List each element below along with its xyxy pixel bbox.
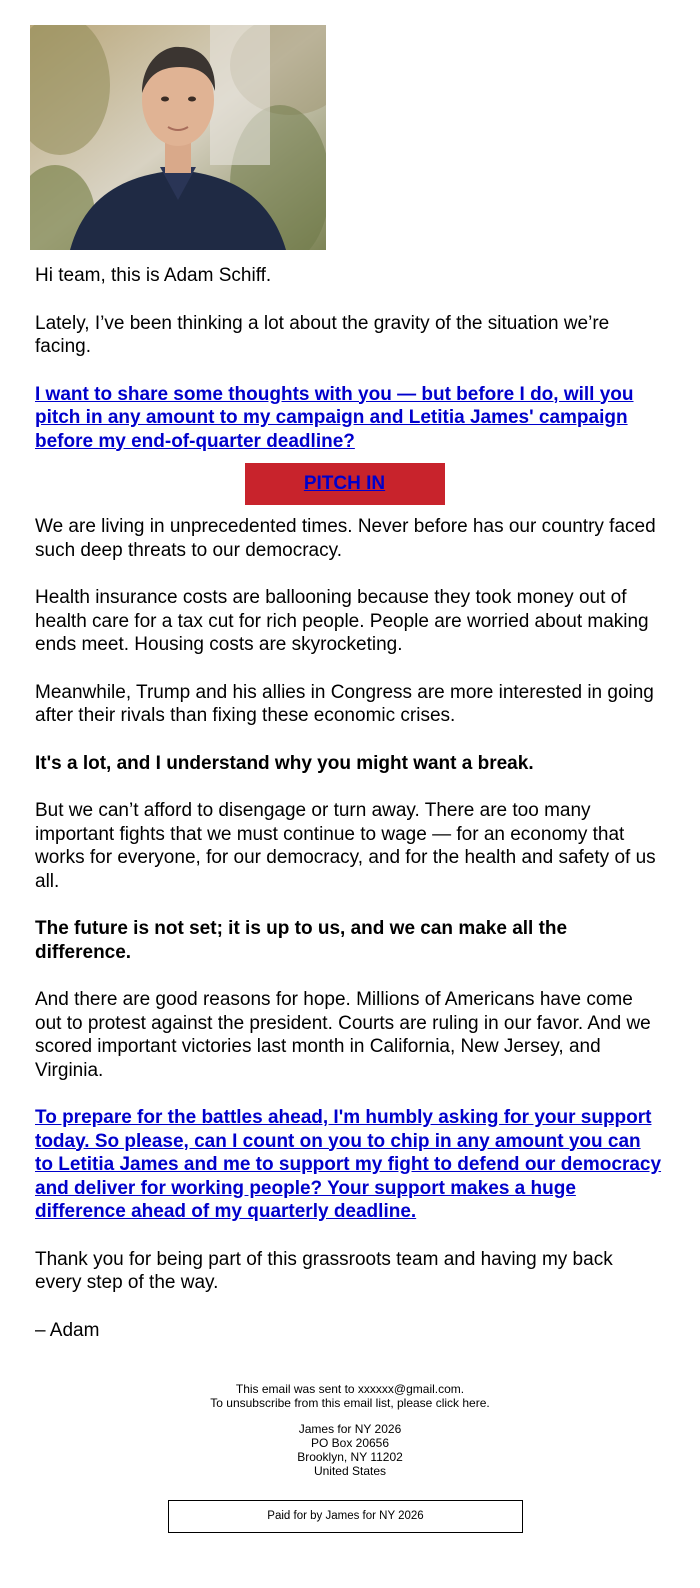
pitch-in-button[interactable]: PITCH IN bbox=[245, 463, 445, 505]
paragraph-health: Health insurance costs are ballooning because they took money out of health care for a tax cut for rich people. People are worried about making ends meet. Housing costs are skyrocketing. bbox=[35, 587, 649, 655]
donate-link-1[interactable]: I want to share some thoughts with you — but before I do, will you pitch in any amount to my campaign and Letitia James' campaign before my end-of-quarter deadline? bbox=[35, 383, 634, 452]
link-paragraph-2 bbox=[35, 1106, 663, 1224]
email-footer bbox=[0, 1382, 700, 1490]
paid-for-disclaimer: Paid for by James for NY 2026 bbox=[168, 1500, 523, 1533]
po-box: PO Box 20656 bbox=[310, 1436, 390, 1450]
link-paragraph-1 bbox=[35, 383, 663, 454]
cta-wrapper bbox=[35, 463, 663, 505]
mailing-address bbox=[0, 1422, 700, 1478]
hero-photo bbox=[30, 25, 326, 250]
donate-link-2[interactable]: To prepare for the battles ahead, I'm humbly asking for your support today. So please, can I count on you to chip in any amount you can to Letitia James and me to support my fight to defend our democracy and deliver for working people? Your support makes a huge difference ahead of my quarterly deadline. bbox=[35, 1107, 662, 1222]
unsubscribe-link[interactable]: To unsubscribe from this email list, please click here. bbox=[210, 1396, 490, 1410]
signoff: – Adam bbox=[35, 1319, 100, 1341]
footer-notice bbox=[0, 1382, 700, 1410]
paragraph-thanks: Thank you for being part of this grassroots team and having my back every step of the way. bbox=[35, 1248, 613, 1293]
bold-statement-2: The future is not set; it is up to us, and we can make all the difference. bbox=[35, 918, 568, 963]
city-state-zip: Brooklyn, NY 11202 bbox=[297, 1450, 403, 1464]
paragraph-unprecedented: We are living in unprecedented times. Never before has our country faced such deep threats to our democracy. bbox=[35, 516, 656, 561]
greeting: Hi team, this is Adam Schiff. bbox=[35, 265, 272, 286]
bold-statement-1: It's a lot, and I understand why you might want a break. bbox=[35, 752, 534, 774]
sent-to-text: This email was sent to xxxxxx@gmail.com. bbox=[235, 1382, 465, 1396]
country: United States bbox=[313, 1464, 387, 1478]
paragraph-disengage: But we can’t afford to disengage or turn away. There are too many important fights that we must continue to wage — for an economy that works for everyone, for our democracy, and for the health and safety of us all. bbox=[35, 800, 656, 892]
paragraph-hope: And there are good reasons for hope. Millions of Americans have come out to protest against the president. Courts are ruling in our favor. And we scored important victories last month in California, New Jersey, and Virginia. bbox=[35, 989, 651, 1081]
paragraph-intro: Lately, I’ve been thinking a lot about the gravity of the situation we’re facing. bbox=[35, 312, 610, 357]
org-name: James for NY 2026 bbox=[298, 1422, 402, 1436]
email-body bbox=[35, 264, 663, 1366]
paragraph-trump: Meanwhile, Trump and his allies in Congress are more interested in going after their rivals than fixing these economic crises. bbox=[35, 681, 654, 726]
